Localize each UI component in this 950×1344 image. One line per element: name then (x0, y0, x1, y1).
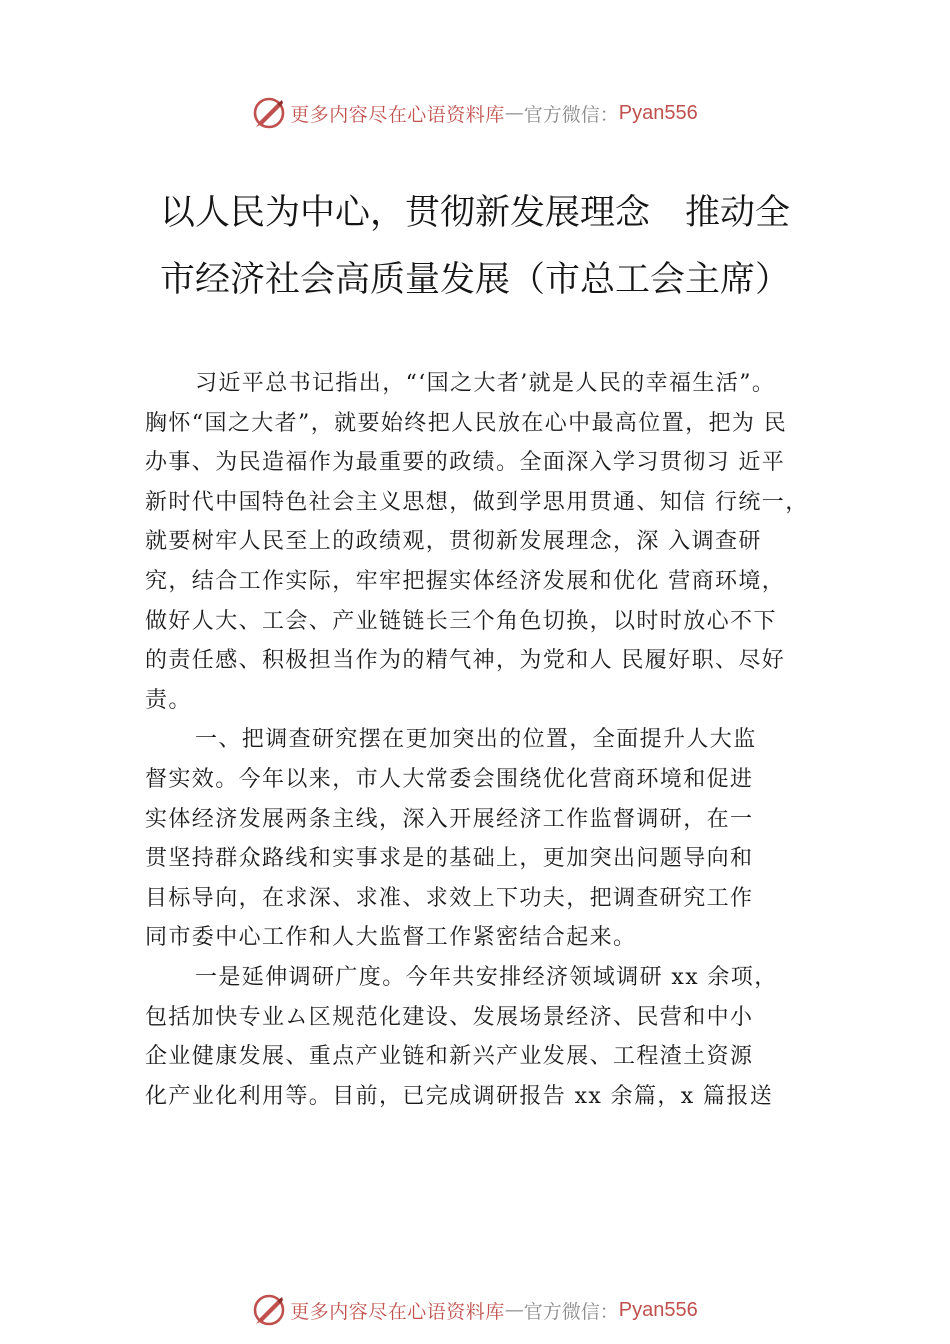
body-line: 的责任感、积极担当作为的精气神，为党和人 民履好职、尽好 (145, 648, 786, 674)
banner-title: 更多内容尽在心语资料库 (290, 103, 505, 126)
banner-wechat-label: 官方微信： (523, 1300, 619, 1323)
section-heading-line: 一、把调查研究摆在更加突出的位置，全面提升人大监 (195, 727, 757, 753)
body-line: 责。 (145, 687, 192, 713)
body-line: 办事、为民造福作为最重要的政绩。全面深入学习贯彻习 近平 (145, 450, 786, 476)
body-line: 化产业化利用等。目前，已完成调研报告 xx 余篇，x 篇报送 (145, 1083, 774, 1109)
body-line: 做好人大、工会、产业链链长三个角色切换，以时时放心不下 (145, 608, 777, 634)
pen-logo-icon (252, 1293, 286, 1327)
body-line: 目标导向，在求深、求准、求效上下功夫，把调查研究工作 (145, 885, 754, 911)
document-title-line-1: 以人民为中心，贯彻新发展理念 推动全 (160, 193, 791, 233)
body-line: 企业健康发展、重点产业链和新兴产业发展、工程渣土资源 (145, 1044, 754, 1070)
body-line: 新时代中国特色社会主义思想，做到学思用贯通、知信 行统一， (145, 489, 809, 515)
banner-separator: — (504, 102, 524, 124)
banner-wechat-id: Pyan556 (618, 1298, 698, 1321)
pen-logo-icon (252, 96, 286, 130)
document-title-line-2: 市经济社会高质量发展（市总工会主席） (160, 260, 791, 300)
banner-wechat-id: Pyan556 (618, 101, 698, 124)
document-body (145, 364, 845, 1116)
body-line: 一是延伸调研广度。今年共安排经济领域调研 xx 余项， (195, 964, 778, 990)
body-line: 究，结合工作实际，牢牢把握实体经济发展和优化 营商环境， (145, 568, 786, 594)
banner-title: 更多内容尽在心语资料库 (290, 1300, 505, 1323)
banner-wechat-label: 官方微信： (523, 103, 619, 126)
banner-separator: — (504, 1299, 524, 1321)
footer-banner (0, 1290, 950, 1330)
body-line: 就要树牢人民至上的政绩观，贯彻新发展理念，深 入调查研 (145, 529, 762, 555)
body-line: 实体经济发展两条主线，深入开展经济工作监督调研，在一 (145, 806, 754, 832)
body-line: 同市委中心工作和人大监督工作紧密结合起来。 (145, 925, 637, 951)
header-banner (0, 93, 950, 133)
body-line: 包括加快专业ム区规范化建设、发展场景经济、民营和中小 (145, 1004, 754, 1030)
body-line: 贯坚持群众路线和实事求是的基础上，更加突出问题导向和 (145, 846, 754, 872)
body-line: 胸怀“国之大者”，就要始终把人民放在心中最高位置，把为 民 (145, 410, 788, 436)
body-line: 督实效。今年以来，市人大常委会围绕优化营商环境和促进 (145, 766, 754, 792)
body-line: 习近平总书记指出，“‘国之大者’就是人民的幸福生活”。 (195, 371, 776, 396)
